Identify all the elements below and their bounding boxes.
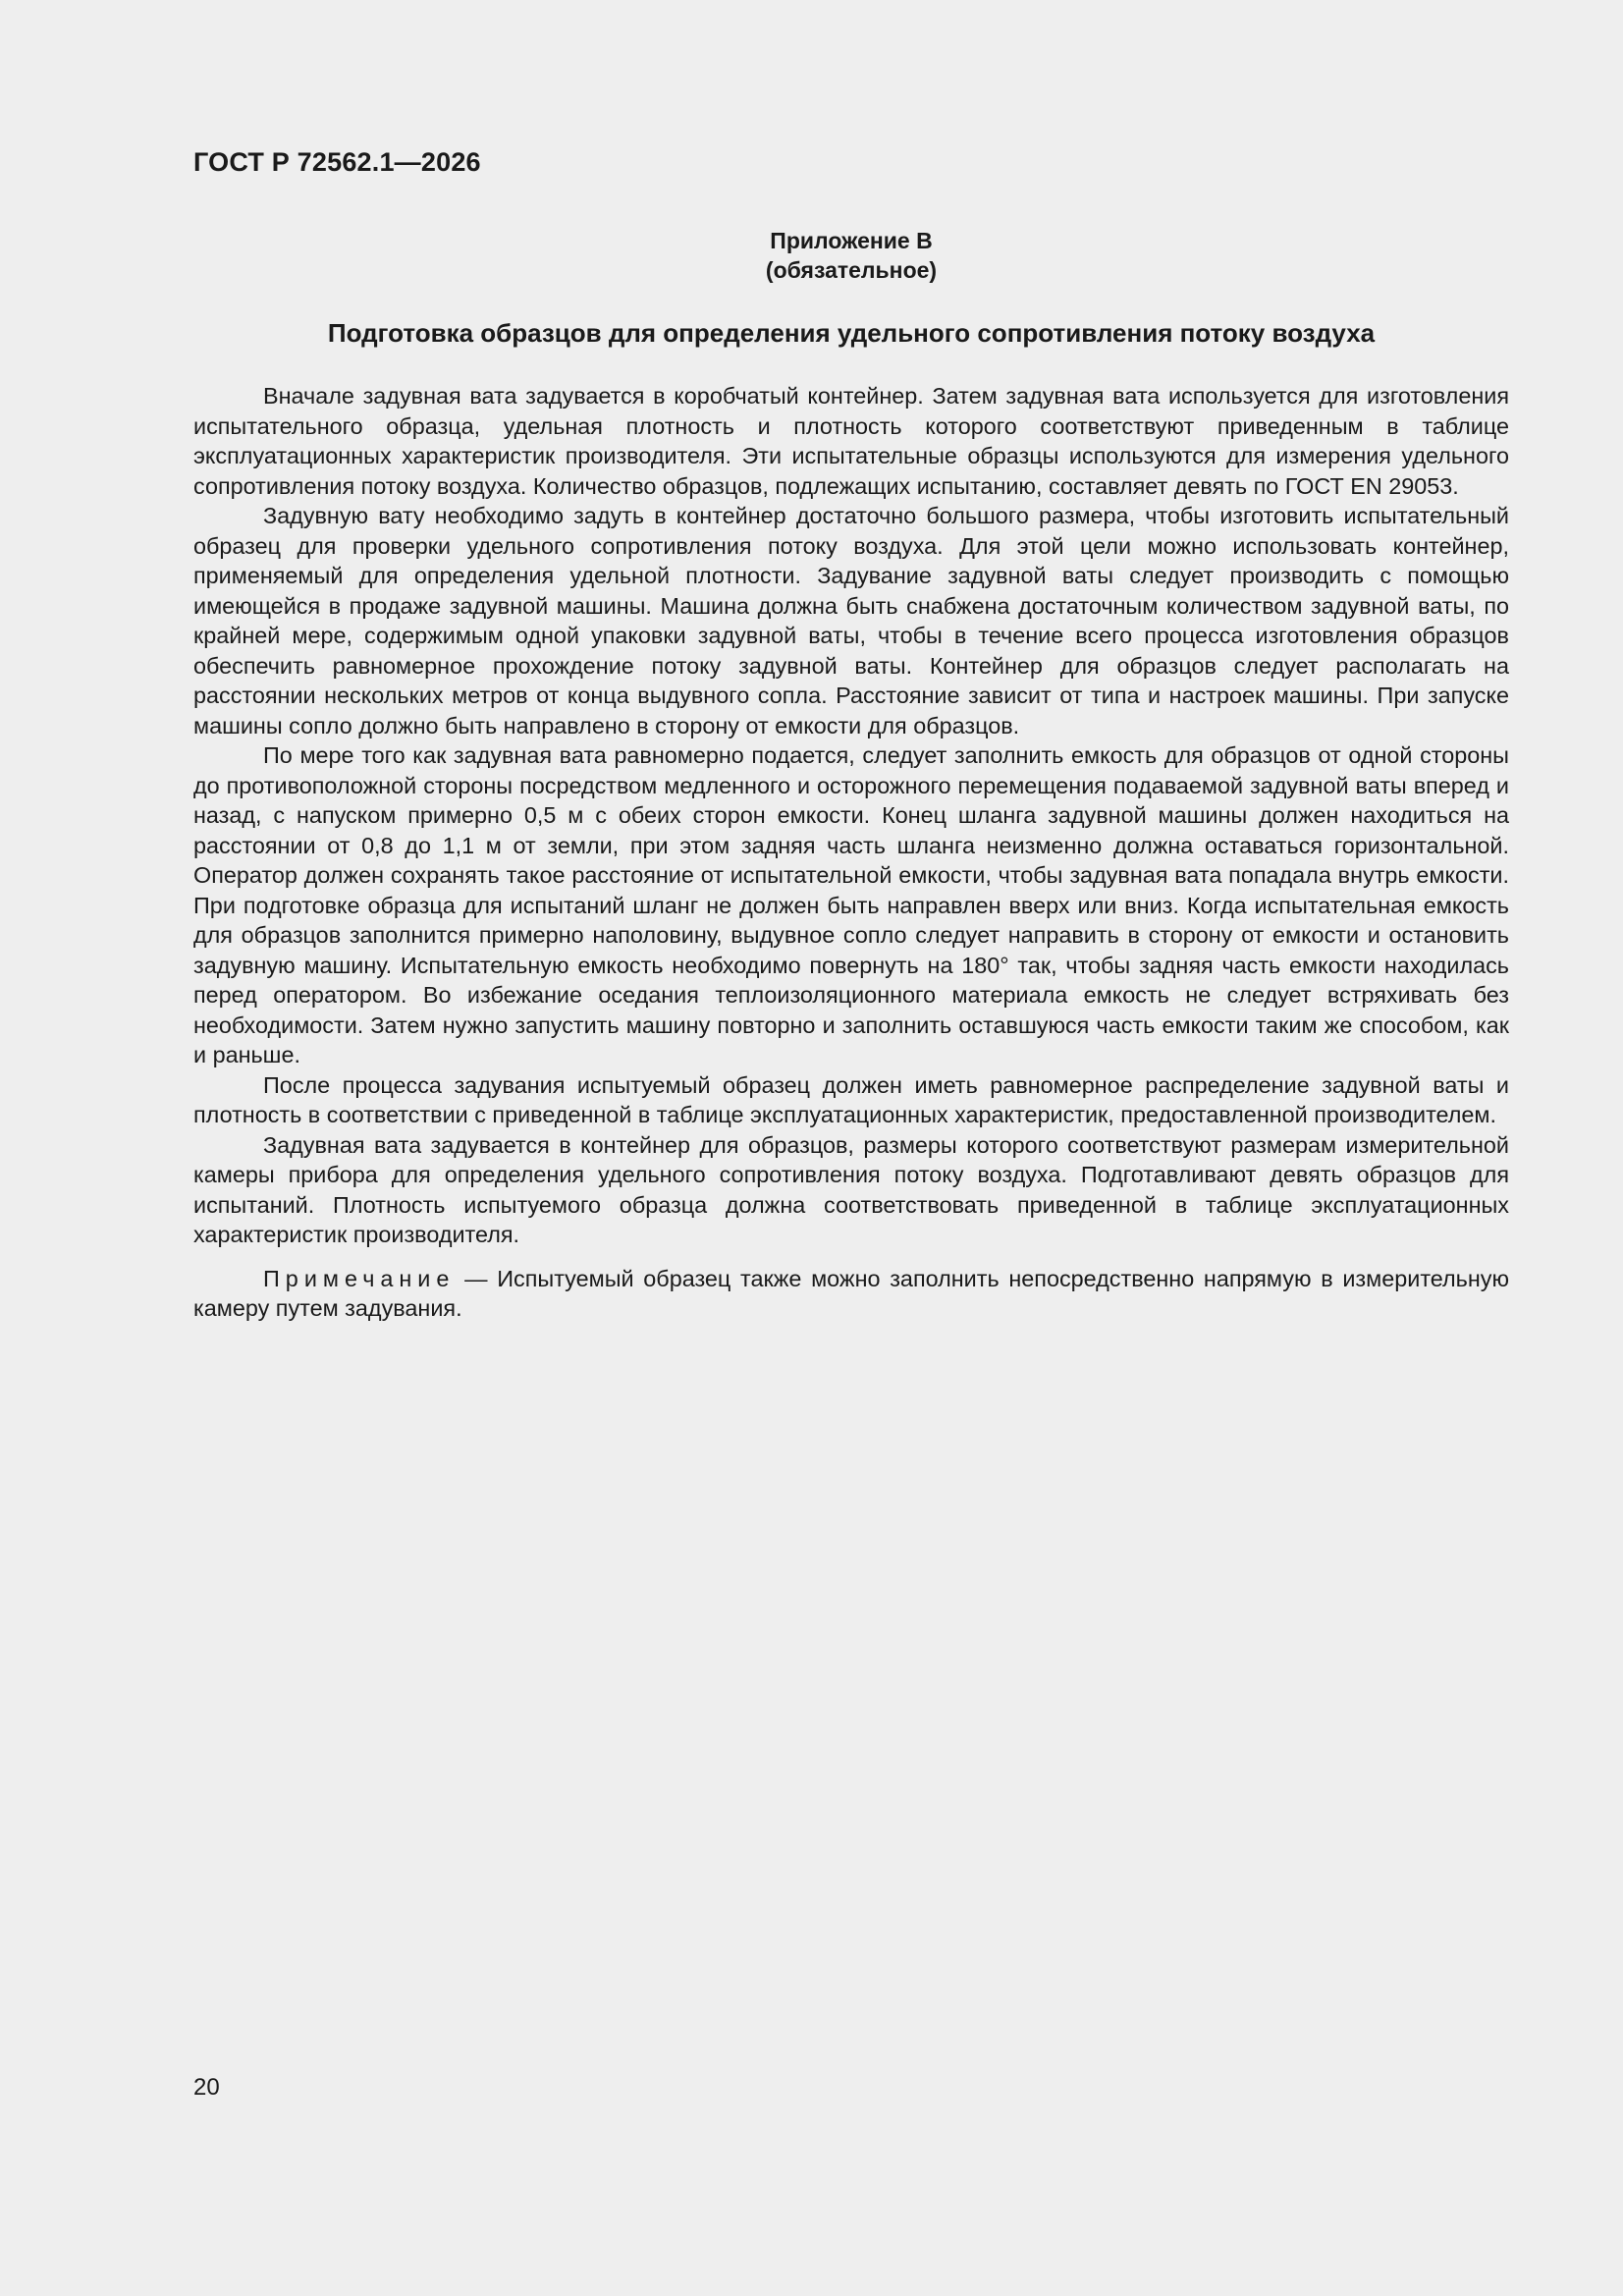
document-id: ГОСТ Р 72562.1—2026 (193, 147, 481, 177)
paragraph: Задувная вата задувается в контейнер для образцов, размеры которого соответствуют размерам измерительной камеры прибора для определения удельного сопротивления потоку воздуха. Подготавливают девять образцов для испытаний. Плотность испытуемого образца должна соответствовать приведенной в таблице эксплуатационных характеристик производителя. (193, 1131, 1509, 1247)
note (193, 1264, 1509, 1324)
note-text: Испытуемый образец также можно заполнить непосредственно напрямую в измерительную камеру путем задувания. (193, 1265, 1509, 1321)
paragraph: Задувную вату необходимо задуть в контейнер достаточно большого размера, чтобы изготовить испытательный образец для проверки удельного сопротивления потоку воздуха. Для этой цели можно использовать контейнер, применяемый для определения удельной плотности. Задувание задувной ваты следует производить с помощью имеющейся в продаже задувной машины. Машина должна быть снабжена достаточным количеством задувной ваты, по крайней мере, содержимым одной упаковки задувной ваты, чтобы в течение всего процесса изготовления образцов обеспечить равномерное прохождение потоку задувной ваты. Контейнер для образцов следует располагать на расстоянии нескольких метров от конца выдувного сопла. Расстояние зависит от типа и настроек машины. При запуске машины сопло должно быть направлено в сторону от емкости для образцов. (193, 503, 1509, 738)
paragraph: После процесса задувания испытуемый образец должен иметь равномерное распределение задувной ваты и плотность в соответствии с приведенной в таблице эксплуатационных характеристик, предоставленной производителем. (193, 1071, 1509, 1127)
appendix-status: (обязательное) (765, 257, 938, 283)
section-title: Подготовка образцов для определения удельного сопротивления потоку воздуха (327, 318, 1376, 348)
paragraph: Вначале задувная вата задувается в коробчатый контейнер. Затем задувная вата используется для изготовления испытательного образца, удельная плотность и плотность которого соответствуют приведенным в таблице эксплуатационных характеристик производителя. Эти испытательные образцы используются для измерения удельного сопротивления потоку воздуха. Количество образцов, подлежащих испытанию, составляет девять по ГОСТ EN 29053. (193, 383, 1509, 499)
page-number: 20 (193, 2074, 220, 2101)
note-dash: — (455, 1265, 498, 1291)
appendix-heading (193, 226, 1509, 285)
note-label: Примечание (263, 1265, 456, 1291)
appendix-title: Приложение В (770, 228, 933, 253)
body-text (193, 381, 1509, 1324)
paragraph: По мере того как задувная вата равномерно подается, следует заполнить емкость для образцов от одной стороны до противоположной стороны посредством медленного и осторожного перемещения подаваемой задувной ваты вперед и назад, с напуском примерно 0,5 м с обеих сторон емкости. Конец шланга задувной машины должен находиться на расстоянии от 0,8 до 1,1 м от земли, при этом задняя часть шланга неизменно должна оставаться горизонтальной. Оператор должен сохранять такое расстояние от испытательной емкости, чтобы задувная вата попадала внутрь емкости. При подготовке образца для испытаний шланг не должен быть направлен вверх или вниз. Когда испытательная емкость для образцов заполнится примерно наполовину, выдувное сопло следует направить в сторону от емкости и остановить задувную машину. Испытательную емкость необходимо повернуть на 180° так, чтобы задняя часть емкости находилась перед оператором. Во избежание оседания теплоизоляционного материала емкость не следует встряхивать без необходимости. Затем нужно запустить машину повторно и заполнить оставшуюся часть емкости таким же способом, как и раньше. (193, 742, 1509, 1067)
